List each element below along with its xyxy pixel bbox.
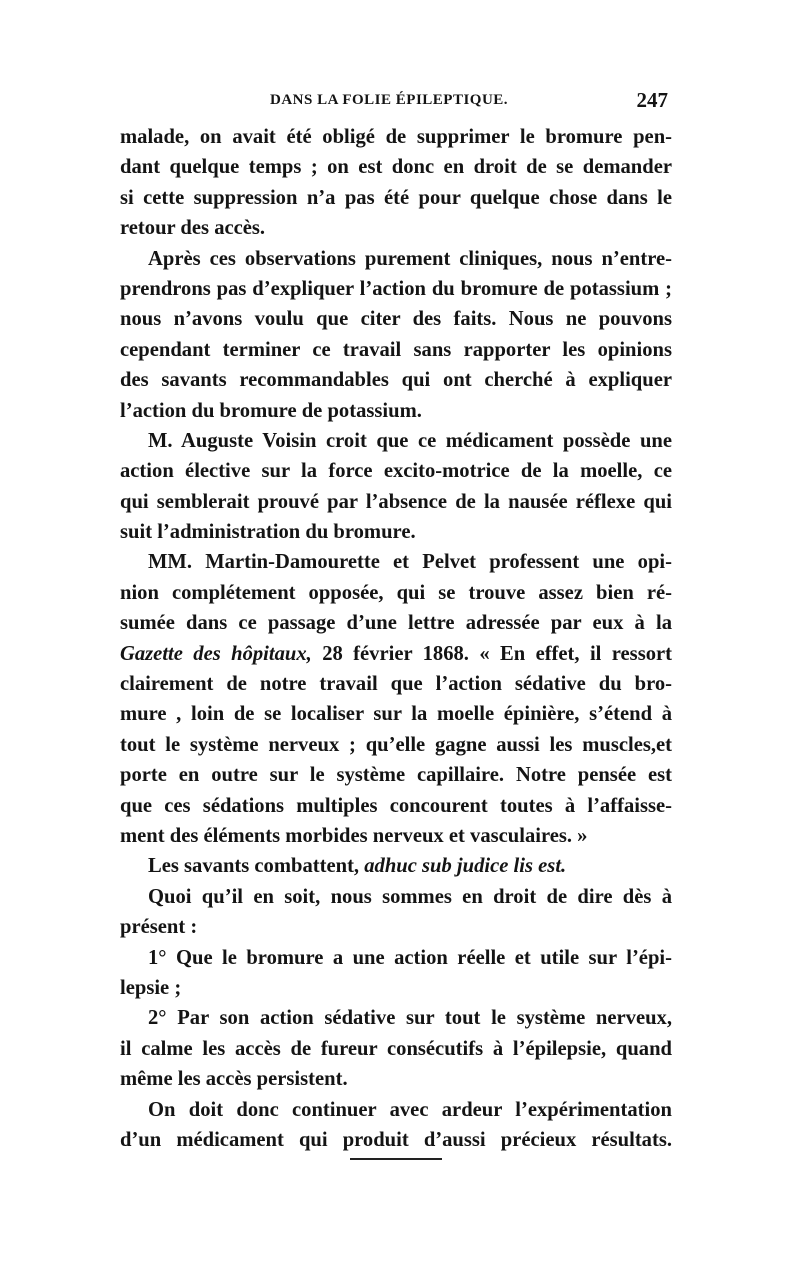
page-header <box>120 90 680 116</box>
text-line: lepsie ; <box>120 976 182 999</box>
text-line: présent : <box>120 916 198 939</box>
text-line: même les accès persistent. <box>120 1068 348 1091</box>
text-line <box>120 639 672 669</box>
text-line: retour des accès. <box>120 217 266 240</box>
running-title: DANS LA FOLIE ÉPILEPTIQUE. <box>270 92 509 108</box>
text-line: Après ces observations purement cliniques, nous n’entre- <box>148 247 672 270</box>
body-text <box>120 122 672 1155</box>
text-line: l’action du bromure de potassium. <box>120 399 422 422</box>
text-line: mure , loin de se localiser sur la moelle épinière, s’étend à <box>120 703 672 726</box>
text-line <box>120 851 672 881</box>
text-line: prendrons pas d’expliquer l’action du bromure de potassium ; <box>120 277 672 300</box>
text-line: nous n’avons voulu que citer des faits. Nous ne pouvons <box>120 308 672 331</box>
text-line: On doit donc continuer avec ardeur l’expérimentation <box>148 1098 672 1121</box>
text-line: il calme les accès de fureur consécutifs à l’épilepsie, quand <box>120 1037 672 1060</box>
journal-title: Gazette des hôpitaux, <box>120 642 312 665</box>
text-line: sumée dans ce passage d’une lettre adressée par eux à la <box>120 612 672 635</box>
text-line: 2° Par son action sédative sur tout le système nerveux, <box>148 1007 672 1030</box>
text-line: action élective sur la force excito-motrice de la moelle, ce <box>120 460 672 483</box>
text-line: porte en outre sur le système capillaire. Notre pensée est <box>120 764 672 787</box>
text-line: ment des éléments morbides nerveux et vasculaires. » <box>120 824 588 847</box>
text-line: qui semblerait prouvé par l’absence de la nausée réflexe qui <box>120 490 672 513</box>
text-line: 1° Que le bromure a une action réelle et utile sur l’épi- <box>148 946 672 969</box>
text-line: nion complétement opposée, qui se trouve assez bien ré- <box>120 581 672 604</box>
text-line: MM. Martin-Damourette et Pelvet professent une opi- <box>148 551 672 574</box>
citation-text: 28 février 1868. « En effet, il ressort <box>311 642 672 665</box>
text-line: tout le système nerveux ; qu’elle gagne aussi les muscles,et <box>120 733 672 756</box>
latin-intro: Les savants combattent, <box>148 855 365 878</box>
section-end-rule <box>350 1158 442 1160</box>
page-number: 247 <box>636 88 668 112</box>
text-line: malade, on avait été obligé de supprimer le bromure pen- <box>120 126 672 148</box>
text-line: clairement de notre travail que l’action sédative du bro- <box>120 673 672 696</box>
text-line: que ces sédations multiples concourent toutes à l’affaisse- <box>120 794 672 817</box>
text-line: des savants recommandables qui ont cherché à expliquer <box>120 369 672 392</box>
text-line: Quoi qu’il en soit, nous sommes en droit de dire dès à <box>148 885 672 908</box>
text-line: suit l’administration du bromure. <box>120 521 416 544</box>
text-line: si cette suppression n’a pas été pour quelque chose dans le <box>120 186 672 209</box>
latin-quote: adhuc sub judice lis est. <box>364 855 567 878</box>
text-line: M. Auguste Voisin croit que ce médicament possède une <box>148 429 672 452</box>
text-line: dant quelque temps ; on est donc en droit de se demander <box>120 156 672 179</box>
text-line: d’un médicament qui produit d’aussi précieux résultats. <box>120 1128 672 1151</box>
text-line: cependant terminer ce travail sans rapporter les opinions <box>120 338 672 361</box>
